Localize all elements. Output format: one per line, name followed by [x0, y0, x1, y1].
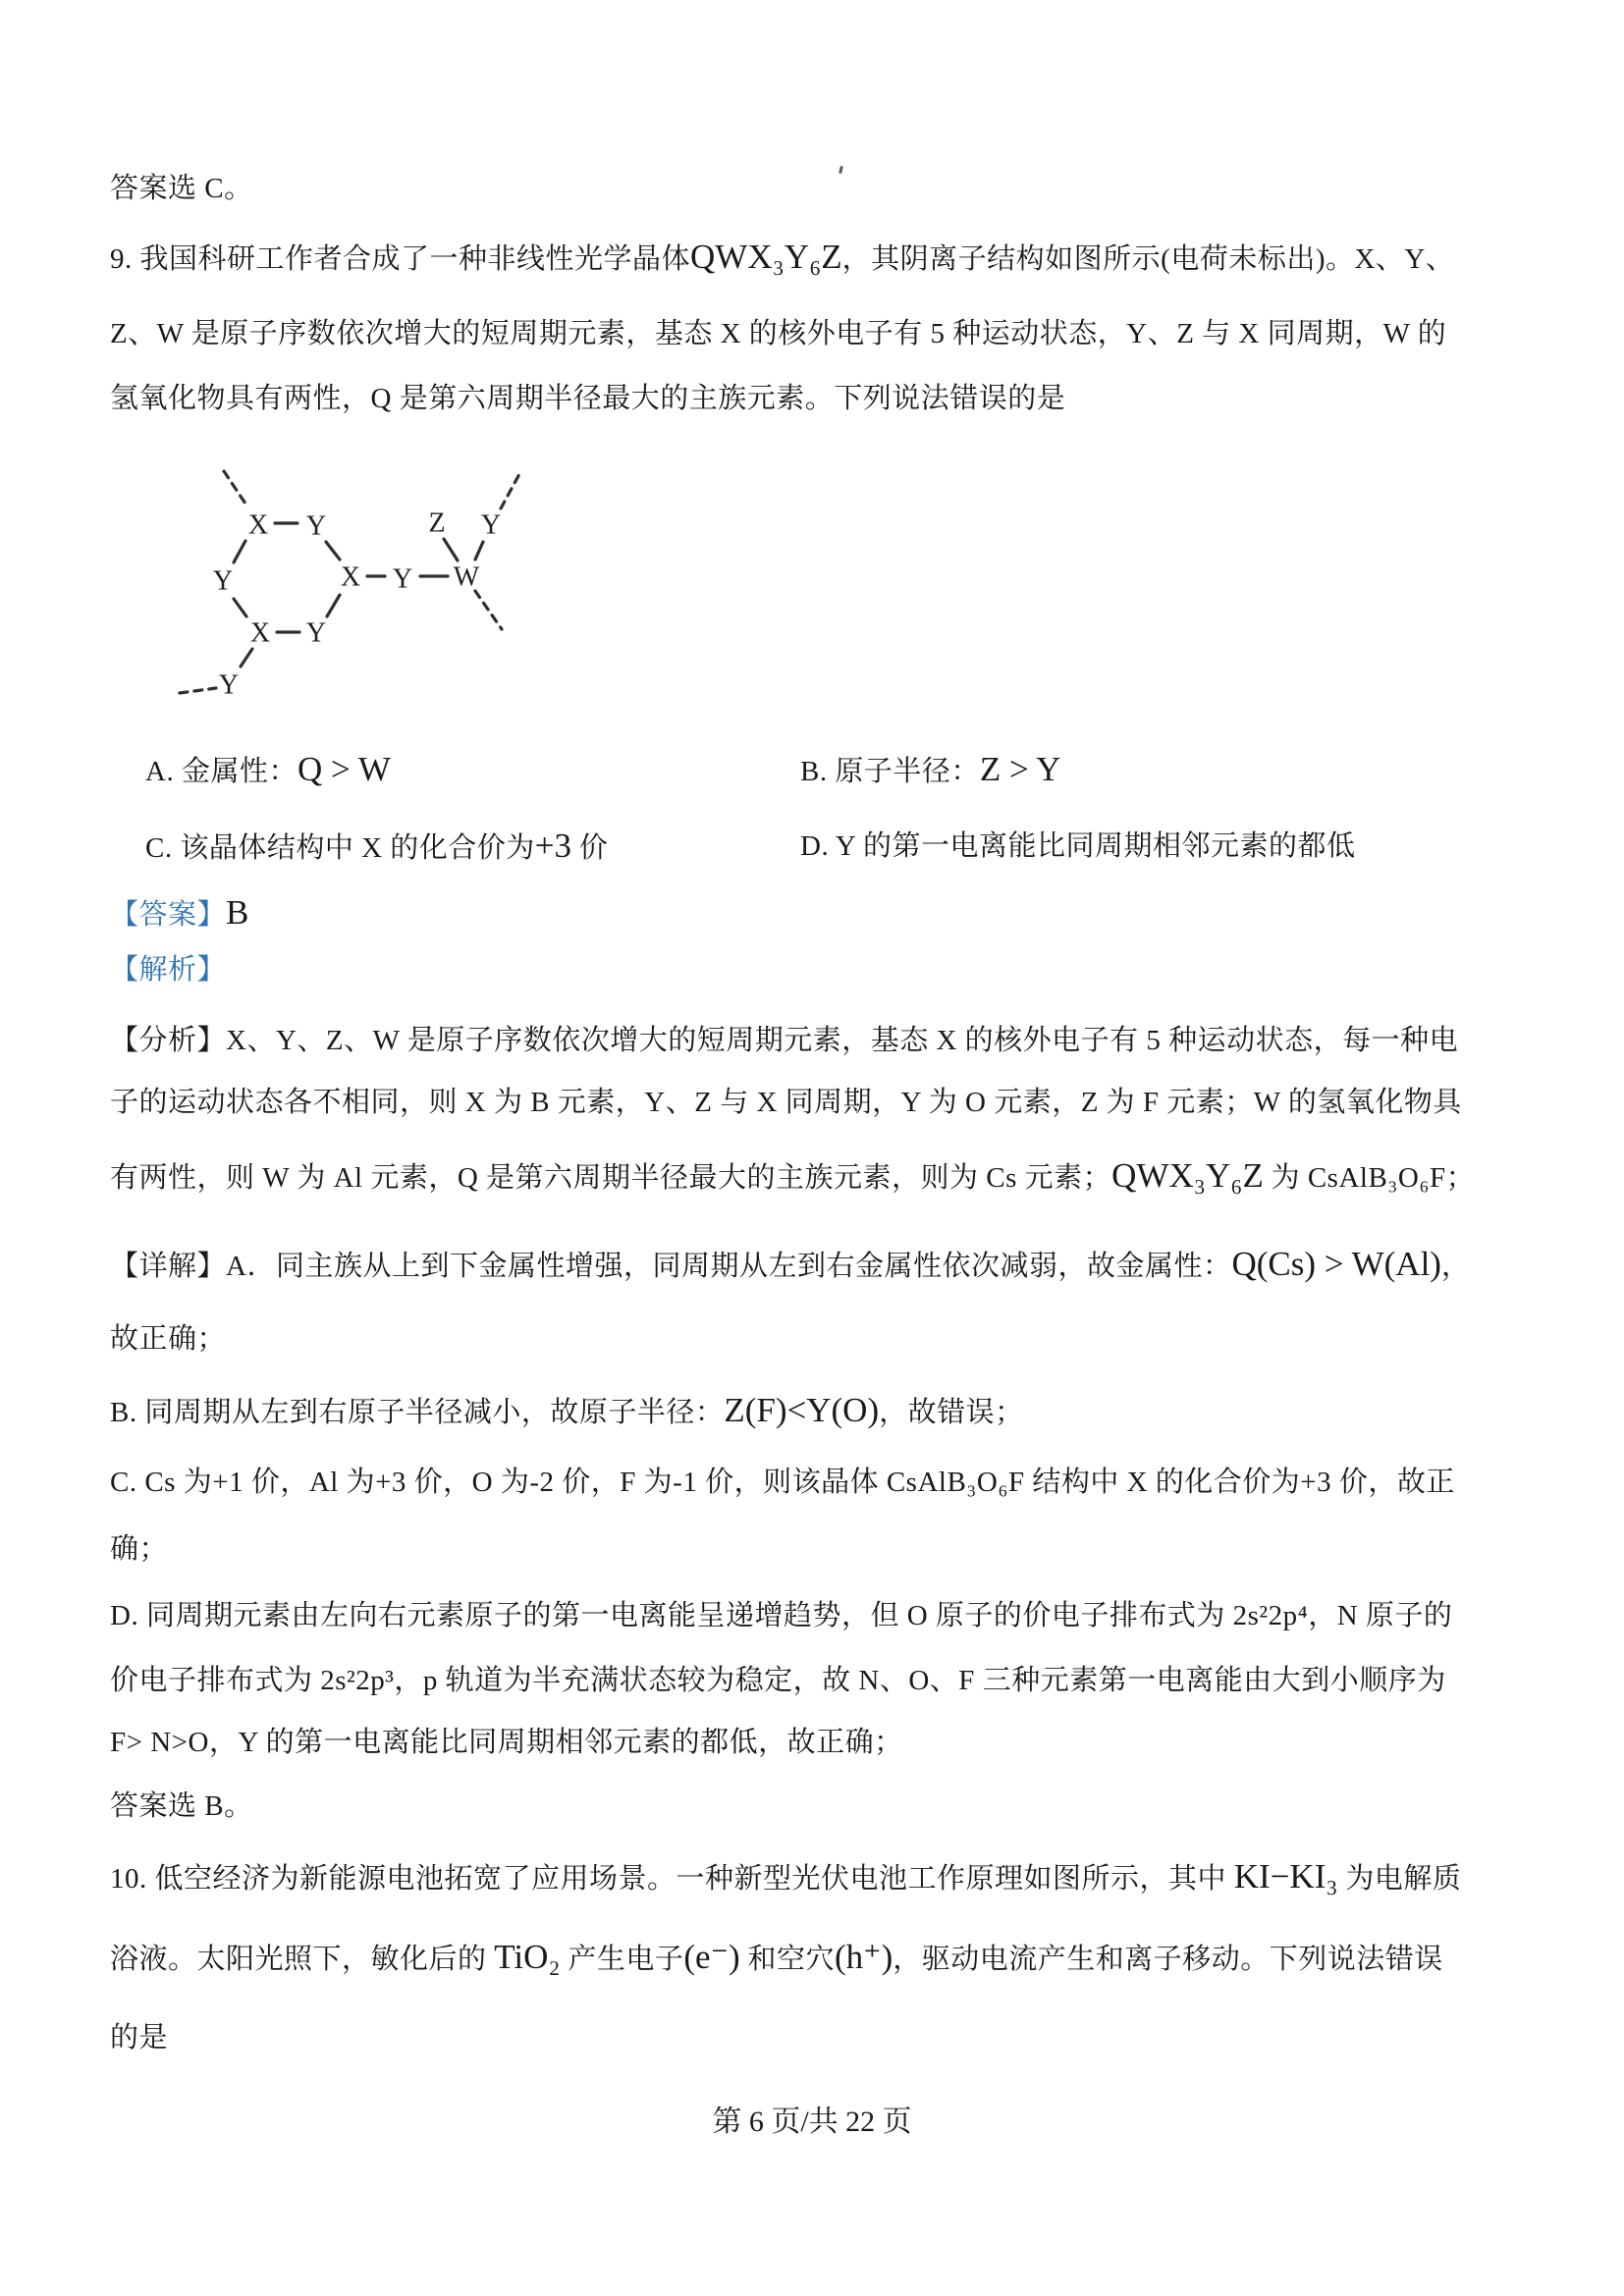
atom-label-y-upper-right: Y — [480, 509, 502, 541]
analysis-l3-formula: QWX₃Y₆Z — [1111, 1156, 1264, 1195]
atom-label-x-mid: X — [340, 561, 361, 593]
detail-d-line3: F> N>O，Y 的第一电离能比同周期相邻元素的都低，故正确； — [110, 1727, 903, 1758]
option-b-label: B. 原子半径： — [800, 756, 980, 787]
atom-label-z: Z — [428, 507, 446, 539]
option-a-formula: Q > W — [297, 750, 391, 788]
answer-label: 【答案】 — [110, 899, 227, 931]
analysis-line1: 【分析】X、Y、Z、W 是原子序数依次增大的短周期元素，基态 X 的核外电子有 5 种运动状态，每一种电 — [110, 1025, 1459, 1056]
bond-xtop-yleft — [234, 541, 245, 562]
atom-label-y-lower: Y — [218, 669, 240, 701]
detail-a-line2: 故正确； — [110, 1323, 227, 1355]
stray-ink-mark — [839, 166, 843, 174]
bond-yur-w — [475, 542, 483, 560]
detail-b-pre: B. 同周期从左到右原子半径减小，故原子半径： — [110, 1397, 725, 1428]
option-a-label: A. 金属性： — [145, 756, 298, 787]
question-10-line1 — [110, 1855, 1461, 1900]
option-c — [145, 825, 608, 870]
atom-label-x-bottom: X — [249, 617, 271, 649]
q10-l1-post: 为电解质 — [1337, 1863, 1462, 1895]
atom-label-y-left: Y — [212, 565, 234, 597]
q10-electrolyte-formula: KI−KI₃ — [1233, 1857, 1338, 1896]
bond-ytop-xmid — [326, 542, 340, 560]
q9-crystal-formula: QWX₃Y₆Z — [690, 238, 842, 276]
dashed-bond-top-left — [224, 471, 247, 507]
question-9-stem-line2: Z、W 是原子序数依次增大的短周期元素，基态 X 的核外电子有 5 种运动状态，Y、Z 与 X 同周期，W 的 — [110, 318, 1447, 349]
dashed-bond-lower-right — [475, 591, 502, 629]
q9-stem-l1-pre: 9. 我国科研工作者合成了一种非线性光学晶体 — [110, 243, 691, 275]
answer-line — [110, 891, 248, 936]
analysis-line2: 子的运动状态各不相同，则 X 为 B 元素，Y、Z 与 X 同周期，Y 为 O 元素，Z 为 F 元素；W 的氢氧化物具 — [110, 1087, 1462, 1118]
anion-structure-diagram — [137, 461, 530, 707]
detail-c-line1: C. Cs 为+1 价，Al 为+3 价，O 为-2 价，F 为-1 价，则该晶体 CsAlB₃O₆F 结构中 X 的化合价为+3 价，故正 — [110, 1467, 1455, 1498]
option-b-formula: Z > Y — [979, 750, 1061, 788]
option-b — [800, 748, 1060, 793]
q10-l2-post: ，驱动电流产生和离子移动。下列说法错误 — [893, 1944, 1443, 1975]
previous-answer-conclusion: 答案选 C。 — [110, 173, 253, 204]
q10-l2-pre: 浴液。太阳光照下，敏化后的 — [110, 1944, 495, 1975]
bond-xbot-ylow — [241, 649, 252, 667]
dashed-bond-upper-right — [501, 474, 519, 508]
question-9-stem-line3: 氢氧化物具有两性，Q 是第六周期半径最大的主族元素。下列说法错误的是 — [110, 383, 1066, 414]
dashed-bond-lower-left — [180, 688, 216, 693]
detail-b-post: ，故错误； — [879, 1397, 1024, 1428]
atom-label-w: W — [453, 561, 480, 593]
q10-tio2-formula: TiO₂ — [494, 1938, 561, 1976]
detail-d-line2: 价电子排布式为 2s²2p³，p 轨道为半充满状态较为稳定，故 N、O、F 三种元素第一电离能由大到小顺序为 — [110, 1665, 1446, 1696]
detail-b-line — [110, 1389, 1024, 1434]
answer-value: B — [226, 893, 249, 932]
atom-label-x-top: X — [247, 509, 269, 541]
option-a — [145, 748, 391, 793]
q10-l2-mid2: 和空穴 — [739, 1944, 835, 1975]
q10-l1-pre: 10. 低空经济为新能源电池拓宽了应用场景。一种新型光伏电池工作原理如图所示，其中 — [110, 1863, 1234, 1895]
detail-a-pre: 【详解】A．同主族从上到下金属性增强，同周期从左到右金属性依次减弱，故金属性： — [110, 1251, 1232, 1282]
detail-a-line1 — [110, 1243, 1470, 1288]
bond-yleft-xbot — [234, 599, 246, 616]
option-c-pre: C. 该晶体结构中 X 的化合价为 — [145, 832, 535, 864]
detail-a-formula: Q(Cs) > W(Al) — [1231, 1245, 1441, 1283]
detail-a-post: ， — [1440, 1251, 1471, 1282]
detail-c-line2: 确； — [110, 1533, 169, 1565]
detail-b-formula: Z(F)<Y(O) — [724, 1391, 880, 1429]
bond-z-w — [444, 539, 458, 561]
detail-d-line1: D. 同周期元素由左向右元素原子的第一电离能呈递增趋势，但 O 原子的价电子排布式为 2s²2p⁴，N 原子的 — [110, 1600, 1453, 1631]
question-10-line2 — [110, 1936, 1443, 1981]
question-9-conclusion: 答案选 B。 — [110, 1790, 253, 1822]
analysis-l3-pre: 有两性，则 W 为 Al 元素，Q 是第六周期半径最大的主族元素，则为 Cs 元素； — [110, 1162, 1112, 1194]
option-c-post: 价 — [571, 832, 609, 864]
analysis-heading: 【解析】 — [110, 954, 227, 986]
page-number: 第 6 页/共 22 页 — [712, 2106, 912, 2138]
analysis-line3 — [110, 1154, 1475, 1200]
question-9-stem-line1 — [110, 236, 1454, 281]
q10-l2-mid1: 产生电子 — [560, 1944, 684, 1975]
question-10-line3: 的是 — [110, 2022, 169, 2054]
q9-stem-l1-post: ，其阴离子结构如图所示(电荷未标出)。X、Y、 — [841, 243, 1455, 275]
q10-hole-formula: (h⁺) — [834, 1938, 893, 1976]
atom-label-y-top: Y — [305, 510, 327, 542]
option-d: D. Y 的第一电离能比同周期相邻元素的都低 — [800, 830, 1356, 862]
atom-label-y-bottom: Y — [305, 617, 327, 649]
option-c-formula: +3 — [534, 827, 572, 865]
q10-electron-formula: (e⁻) — [683, 1938, 740, 1976]
analysis-l3-post: 为 CsAlB₃O₆F； — [1263, 1162, 1476, 1194]
bond-ybot-xmid — [327, 595, 340, 616]
atom-label-y-chain: Y — [392, 563, 413, 595]
